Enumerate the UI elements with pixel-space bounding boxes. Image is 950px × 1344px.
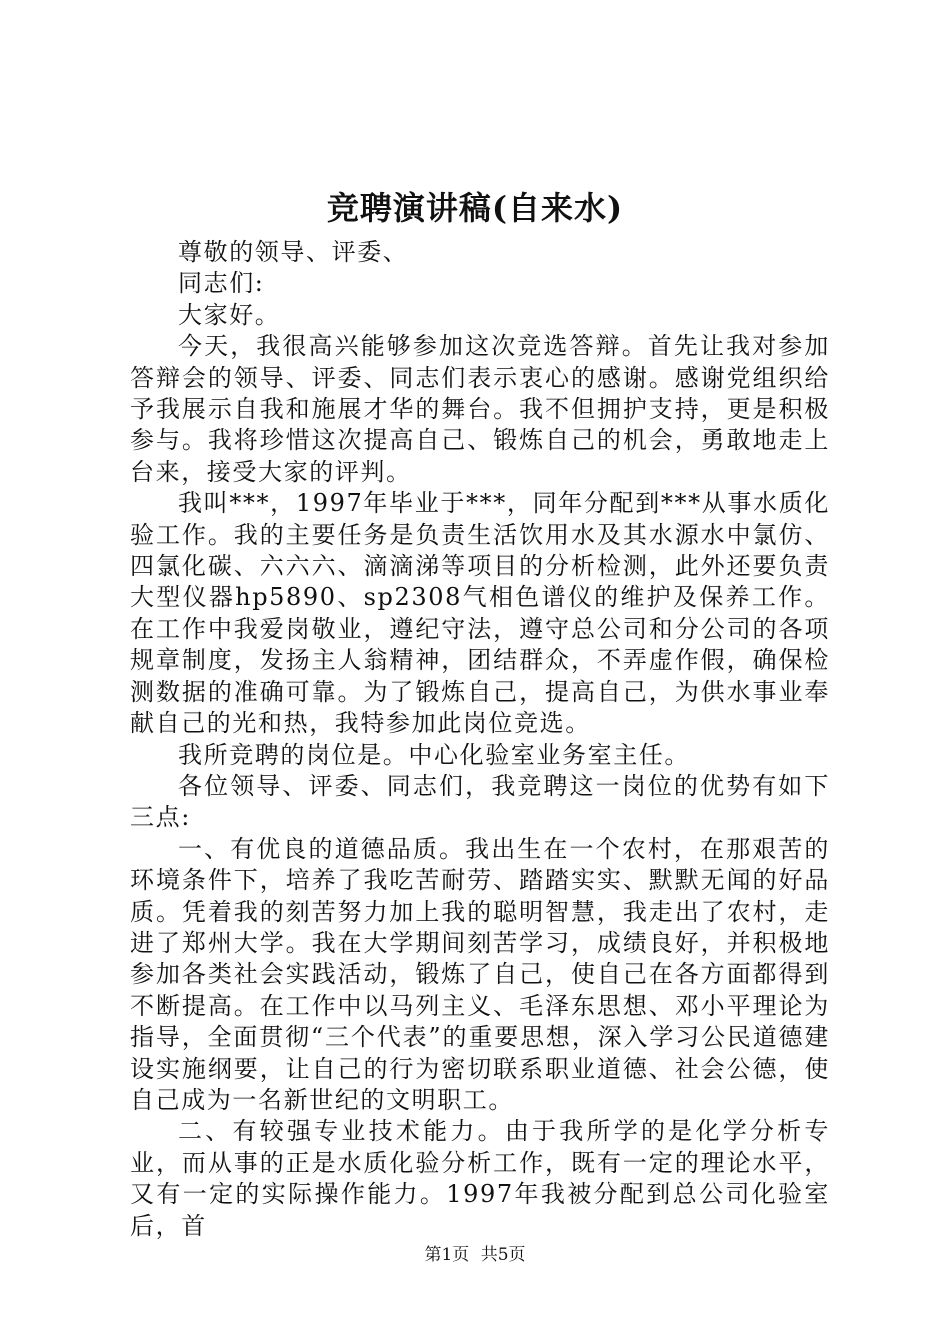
salutation-line: 同志们: bbox=[178, 269, 265, 298]
page-number: 第1页 bbox=[424, 1245, 470, 1265]
page-total: 共5页 bbox=[480, 1245, 526, 1265]
body-paragraph: 一、有优良的道德品质。我出生在一个农村，在那艰苦的环境条件下，培养了我吃苦耐劳、踏踏实实、默默无闻的好品质。凭着我的刻苦努力加上我的聪明智慧，我走出了农村，走进了郑州大学。我在大学期间刻苦学习，成绩良好，并积极地参加各类社会实践活动，锻炼了自己，使自己在各方面都得到不断提高。在工作中以马列主义、毛泽东思想、邓小平理论为指导，全面贯彻“三个代表”的重要思想，深入学习公民道德建设实施纲要，让自己的行为密切联系职业道德、社会公德，使自己成为一名新世纪的文明职工。 bbox=[130, 834, 830, 1114]
body-paragraph: 我叫***，1997年毕业于***，同年分配到***从事水质化验工作。我的主要任务是负责生活饮用水及其水源水中氯仿、四氯化碳、六六六、滴滴涕等项目的分析检测，此外还要负责大型仪器hp5890、sp2308气相色谱仪的维护及保养工作。在工作中我爱岗敬业，遵纪守法，遵守总公司和分公司的各项规章制度，发扬主人翁精神，团结群众，不弄虚作假，确保检测数据的准确可靠。为了锻炼自己，提高自己，为供水事业奉献自己的光和热，我特参加此岗位竞选。 bbox=[130, 489, 830, 738]
body-paragraph: 各位领导、评委、同志们，我竞聘这一岗位的优势有如下三点: bbox=[130, 771, 830, 832]
page-footer bbox=[0, 1244, 950, 1266]
body-paragraph: 我所竞聘的岗位是。中心化验室业务室主任。 bbox=[178, 740, 690, 769]
salutation-line: 尊敬的领导、评委、 bbox=[178, 238, 409, 266]
body-paragraph: 二、有较强专业技术能力。由于我所学的是化学分析专业，而从事的正是水质化验分析工作，既有一定的理论水平，又有一定的实际操作能力。1997年我被分配到总公司化验室后，首 bbox=[130, 1117, 830, 1240]
body-paragraph: 今天，我很高兴能够参加这次竞选答辩。首先让我对参加答辩会的领导、评委、同志们表示衷心的感谢。感谢党组织给予我展示自我和施展才华的舞台。我不但拥护支持，更是积极参与。我将珍惜这次提高自己、锻炼自己的机会，勇敢地走上台来，接受大家的评判。 bbox=[130, 332, 830, 486]
document-body bbox=[130, 237, 830, 1242]
greeting-line: 大家好。 bbox=[178, 300, 281, 329]
document-title: 竞聘演讲稿(自来水) bbox=[326, 189, 624, 227]
